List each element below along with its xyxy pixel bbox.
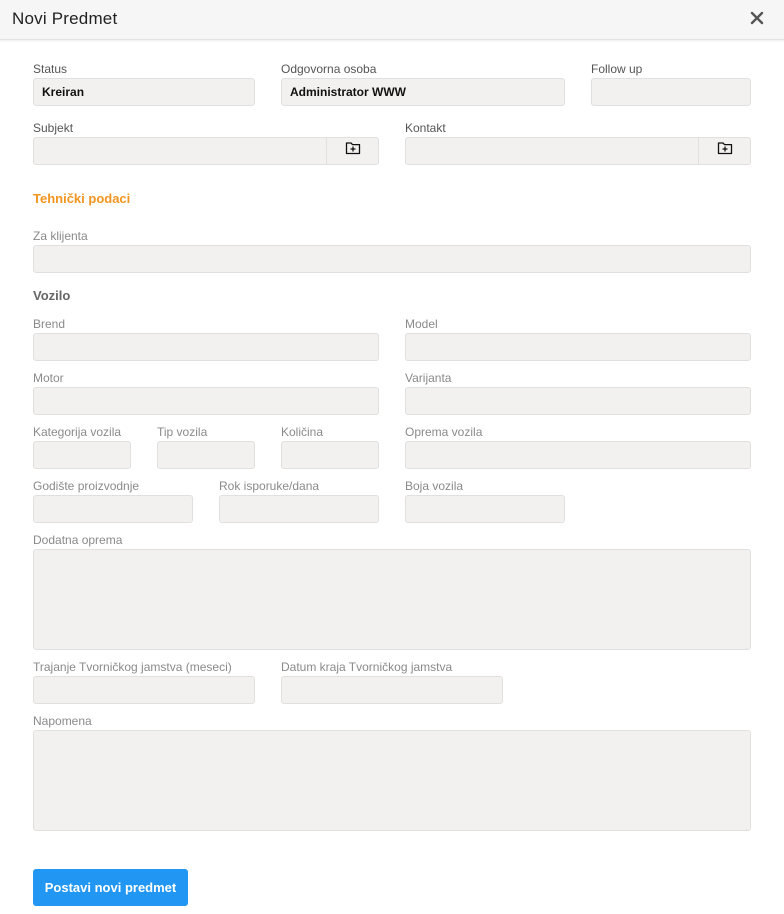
godiste-label: Godište proizvodnje [33, 479, 140, 493]
section-vozilo: Vozilo [33, 288, 71, 303]
model-field[interactable] [405, 333, 751, 361]
folder-plus-icon [717, 138, 733, 164]
resize-grip-icon[interactable] [740, 820, 748, 828]
motor-field[interactable] [33, 387, 379, 415]
odgovorna-osoba-field[interactable]: Administrator WWW [281, 78, 565, 106]
tip-vozila-label: Tip vozila [157, 425, 208, 439]
model-label: Model [405, 317, 438, 331]
godiste-field[interactable] [33, 495, 193, 523]
kategorija-vozila-field[interactable] [33, 441, 131, 469]
folder-plus-icon [345, 138, 361, 164]
trajanje-jamstva-label: Trajanje Tvorničkog jamstva (meseci) [33, 660, 232, 674]
dialog-header [0, 0, 784, 40]
status-label: Status [33, 62, 68, 76]
varijanta-field[interactable] [405, 387, 751, 415]
close-icon[interactable] [748, 9, 766, 27]
varijanta-label: Varijanta [405, 371, 452, 385]
kolicina-field[interactable] [281, 441, 379, 469]
dodatna-oprema-textarea[interactable] [33, 549, 751, 650]
oprema-vozila-label: Oprema vozila [405, 425, 483, 439]
kontakt-browse-button[interactable] [698, 138, 750, 164]
kontakt-label: Kontakt [405, 121, 446, 135]
datum-kraja-jamstva-field[interactable] [281, 676, 503, 704]
za-klijenta-label: Za klijenta [33, 229, 88, 243]
kontakt-field[interactable] [405, 137, 751, 165]
boja-vozila-field[interactable] [405, 495, 565, 523]
odgovorna-osoba-label: Odgovorna osoba [281, 62, 377, 76]
rok-isporuke-label: Rok isporuke/dana [219, 479, 320, 493]
napomena-textarea[interactable] [33, 730, 751, 831]
brend-label: Brend [33, 317, 66, 331]
dialog-title: Novi Predmet [12, 9, 118, 28]
brend-field[interactable] [33, 333, 379, 361]
subjekt-label: Subjekt [33, 121, 74, 135]
boja-vozila-label: Boja vozila [405, 479, 464, 493]
datum-kraja-jamstva-label: Datum kraja Tvorničkog jamstva [281, 660, 453, 674]
follow-up-label: Follow up [591, 62, 643, 76]
subjekt-field[interactable] [33, 137, 379, 165]
tip-vozila-field[interactable] [157, 441, 255, 469]
section-tehnicki-podaci: Tehnički podaci [33, 191, 131, 206]
oprema-vozila-field[interactable] [405, 441, 751, 469]
follow-up-field[interactable] [591, 78, 751, 106]
dodatna-oprema-label: Dodatna oprema [33, 533, 123, 547]
za-klijenta-field[interactable] [33, 245, 751, 273]
trajanje-jamstva-field[interactable] [33, 676, 255, 704]
resize-grip-icon[interactable] [740, 639, 748, 647]
napomena-label: Napomena [33, 714, 92, 728]
status-field[interactable]: Kreiran [33, 78, 255, 106]
submit-new-case-button[interactable]: Postavi novi predmet [33, 869, 188, 906]
kolicina-label: Količina [281, 425, 324, 439]
rok-isporuke-field[interactable] [219, 495, 379, 523]
motor-label: Motor [33, 371, 64, 385]
kategorija-vozila-label: Kategorija vozila [33, 425, 122, 439]
subjekt-browse-button[interactable] [326, 138, 378, 164]
